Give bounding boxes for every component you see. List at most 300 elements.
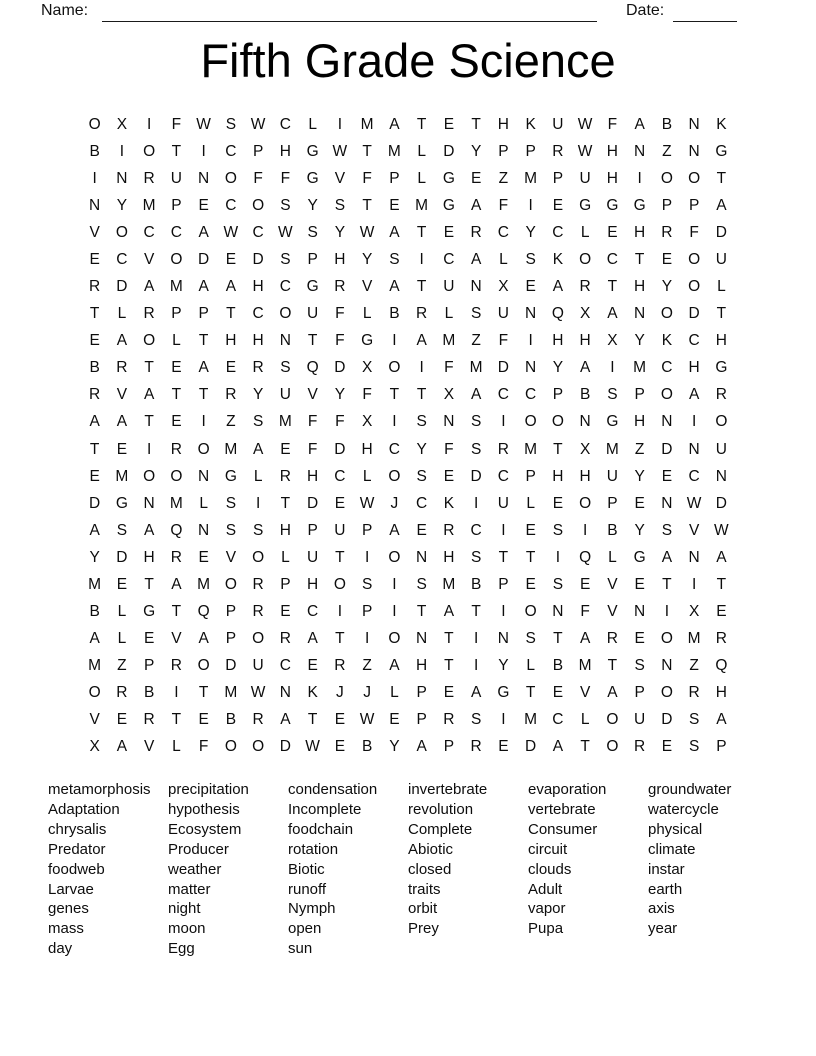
grid-letter: C — [497, 386, 509, 404]
grid-letter: R — [661, 223, 673, 241]
grid-letter: H — [606, 169, 618, 187]
grid-letter: F — [253, 169, 263, 187]
grid-letter: I — [337, 115, 343, 133]
grid-letter: C — [116, 250, 128, 268]
word-item: Biotic — [288, 860, 325, 878]
grid-letter: E — [607, 223, 618, 241]
grid-letter: L — [526, 657, 535, 675]
grid-letter: A — [607, 684, 618, 702]
grid-letter: N — [688, 440, 700, 458]
grid-letter: I — [392, 575, 397, 593]
grid-letter: H — [252, 332, 264, 350]
grid-letter: L — [390, 684, 399, 702]
grid-letter: P — [443, 738, 455, 756]
grid-letter: O — [170, 467, 183, 485]
grid-letter: M — [442, 575, 456, 593]
grid-letter: O — [688, 250, 701, 268]
grid-letter: L — [362, 305, 372, 323]
grid-letter: I — [691, 413, 697, 431]
grid-letter: H — [688, 359, 700, 377]
grid-letter: S — [470, 413, 482, 431]
grid-letter: P — [280, 575, 291, 593]
grid-letter: Y — [334, 386, 346, 404]
grid-letter: F — [689, 223, 699, 241]
grid-letter: X — [361, 359, 373, 377]
grid-letter: O — [143, 142, 156, 160]
grid-letter: V — [579, 684, 591, 702]
grid-letter: O — [170, 250, 183, 268]
word-item: rotation — [288, 840, 339, 858]
grid-letter: T — [553, 630, 563, 648]
grid-letter: I — [337, 603, 343, 621]
grid-letter: A — [143, 278, 155, 296]
grid-letter: S — [470, 305, 482, 323]
grid-letter: A — [198, 278, 209, 296]
grid-letter: M — [224, 684, 238, 702]
grid-letter: W — [577, 142, 593, 160]
grid-letter: B — [607, 521, 618, 539]
grid-letter: J — [390, 494, 399, 512]
grid-letter: I — [146, 115, 152, 133]
word-item: clouds — [528, 860, 572, 878]
word-item: Adult — [528, 880, 563, 898]
grid-letter: F — [580, 603, 590, 621]
grid-letter: C — [552, 223, 564, 241]
grid-letter: X — [579, 305, 591, 323]
grid-letter: T — [171, 386, 182, 404]
grid-letter: T — [444, 630, 454, 648]
grid-letter: I — [119, 142, 125, 160]
grid-letter: O — [579, 250, 592, 268]
grid-letter: I — [473, 494, 479, 512]
grid-letter: E — [498, 738, 509, 756]
grid-letter: L — [172, 738, 181, 756]
grid-letter: G — [143, 603, 156, 621]
grid-letter: F — [444, 440, 454, 458]
word-item: chrysalis — [48, 820, 107, 838]
word-item: watercycle — [648, 800, 719, 818]
word-item: orbit — [408, 900, 438, 918]
grid-letter: H — [715, 684, 727, 702]
grid-letter: M — [524, 440, 538, 458]
grid-letter: A — [443, 603, 455, 621]
grid-letter: N — [579, 413, 591, 431]
grid-letter: S — [252, 521, 264, 539]
grid-letter: R — [170, 657, 182, 675]
grid-letter: R — [143, 305, 155, 323]
grid-letter: H — [307, 575, 319, 593]
grid-letter: I — [364, 630, 370, 648]
grid-letter: A — [116, 413, 128, 431]
grid-letter: S — [280, 196, 291, 214]
grid-letter: L — [281, 548, 290, 566]
grid-letter: P — [416, 684, 427, 702]
grid-letter: C — [252, 305, 264, 323]
grid-letter: C — [661, 359, 673, 377]
grid-letter: I — [691, 575, 697, 593]
grid-letter: O — [143, 332, 156, 350]
grid-letter: T — [198, 332, 209, 350]
grid-letter: M — [115, 467, 129, 485]
grid-letter: T — [362, 196, 372, 214]
grid-letter: I — [501, 521, 506, 539]
grid-letter: I — [637, 169, 642, 187]
grid-letter: E — [89, 332, 100, 350]
grid-letter: Y — [470, 142, 482, 160]
word-item: metamorphosis — [48, 781, 151, 798]
grid-letter: D — [497, 359, 509, 377]
grid-letter: Z — [689, 657, 699, 675]
grid-letter: D — [116, 548, 128, 566]
grid-letter: Q — [579, 548, 592, 566]
grid-letter: O — [660, 684, 673, 702]
grid-letter: R — [170, 548, 182, 566]
grid-letter: S — [552, 575, 564, 593]
grid-letter: P — [225, 603, 237, 621]
word-item: earth — [648, 880, 683, 898]
grid-letter: O — [88, 684, 101, 702]
grid-letter: A — [470, 684, 482, 702]
grid-letter: T — [171, 142, 182, 160]
grid-letter: R — [634, 738, 646, 756]
grid-letter: H — [715, 332, 727, 350]
grid-letter: P — [361, 603, 373, 621]
grid-letter: S — [280, 359, 291, 377]
grid-letter: N — [688, 142, 700, 160]
grid-letter: R — [252, 603, 264, 621]
grid-letter: R — [116, 359, 128, 377]
grid-letter: B — [89, 142, 100, 160]
grid-letter: U — [252, 657, 264, 675]
grid-letter: E — [661, 738, 673, 756]
grid-letter: H — [579, 332, 591, 350]
word-item: runoff — [288, 880, 327, 898]
grid-letter: F — [607, 115, 618, 133]
grid-letter: E — [171, 413, 182, 431]
grid-letter: E — [280, 440, 291, 458]
grid-letter: O — [224, 738, 237, 756]
grid-letter: H — [579, 467, 591, 485]
word-list-column — [288, 780, 408, 959]
grid-letter: R — [252, 575, 264, 593]
grid-letter: S — [389, 250, 400, 268]
grid-letter: E — [525, 278, 536, 296]
grid-letter: I — [392, 413, 397, 431]
grid-letter: P — [171, 196, 182, 214]
grid-letter: W — [305, 738, 320, 756]
grid-letter: I — [419, 250, 424, 268]
grid-letter: Z — [117, 657, 127, 675]
grid-letter: O — [688, 169, 701, 187]
grid-letter: A — [252, 440, 264, 458]
grid-letter: A — [389, 657, 400, 675]
grid-letter: T — [607, 278, 618, 296]
grid-letter: L — [580, 711, 590, 729]
grid-letter: M — [415, 196, 429, 214]
grid-letter: T — [416, 278, 427, 296]
grid-letter: N — [279, 684, 291, 702]
grid-letter: C — [443, 250, 455, 268]
grid-letter: I — [555, 548, 561, 566]
grid-letter: A — [389, 278, 400, 296]
word-list-column — [648, 780, 768, 939]
grid-letter: P — [171, 305, 182, 323]
grid-letter: T — [416, 603, 427, 621]
grid-letter: I — [174, 684, 179, 702]
grid-letter: T — [307, 711, 318, 729]
grid-letter: Z — [362, 657, 372, 675]
grid-letter: R — [89, 278, 101, 296]
grid-letter: P — [143, 657, 155, 675]
word-item: day — [48, 940, 73, 958]
grid-letter: T — [89, 440, 100, 458]
grid-letter: P — [525, 142, 536, 160]
grid-letter: C — [252, 223, 264, 241]
grid-letter: H — [307, 467, 319, 485]
grid-letter: E — [661, 250, 673, 268]
grid-letter: M — [360, 115, 374, 133]
grid-letter: N — [634, 142, 646, 160]
grid-letter: W — [223, 223, 239, 241]
grid-letter: K — [661, 332, 673, 350]
grid-letter: L — [117, 305, 127, 323]
grid-letter: F — [498, 196, 509, 214]
grid-letter: A — [470, 386, 482, 404]
grid-letter: B — [470, 575, 482, 593]
grid-letter: O — [660, 169, 673, 187]
grid-letter: M — [278, 413, 292, 431]
grid-letter: E — [552, 684, 564, 702]
grid-letter: T — [471, 603, 481, 621]
grid-letter: H — [361, 440, 373, 458]
grid-letter: E — [89, 467, 100, 485]
grid-letter: T — [416, 115, 427, 133]
grid-letter: E — [171, 359, 182, 377]
grid-letter: T — [171, 603, 182, 621]
grid-letter: X — [443, 386, 455, 404]
grid-letter: O — [715, 413, 728, 431]
grid-letter: I — [255, 494, 261, 512]
word-item: Ecosystem — [168, 820, 242, 838]
grid-letter: G — [306, 169, 319, 187]
grid-letter: L — [417, 142, 426, 160]
grid-letter: D — [688, 305, 700, 323]
grid-letter: I — [528, 196, 533, 214]
grid-letter: P — [198, 305, 209, 323]
grid-letter: D — [661, 711, 673, 729]
grid-letter: S — [416, 413, 427, 431]
grid-letter: N — [715, 467, 727, 485]
grid-letter: I — [419, 359, 424, 377]
grid-letter: V — [143, 250, 155, 268]
grid-letter: E — [198, 196, 209, 214]
grid-letter: S — [470, 440, 482, 458]
grid-letter: E — [334, 711, 346, 729]
word-item: circuit — [528, 840, 568, 858]
grid-letter: A — [116, 738, 128, 756]
grid-letter: C — [497, 223, 509, 241]
grid-letter: E — [634, 630, 645, 648]
grid-letter: R — [170, 440, 182, 458]
grid-letter: E — [661, 467, 673, 485]
grid-letter: O — [252, 548, 265, 566]
grid-letter: O — [143, 467, 156, 485]
grid-letter: L — [308, 115, 317, 133]
grid-letter: F — [307, 440, 318, 458]
grid-letter: O — [197, 657, 210, 675]
word-item: traits — [408, 880, 441, 898]
grid-letter: Y — [416, 440, 427, 458]
grid-letter: E — [334, 738, 346, 756]
grid-letter: F — [307, 413, 318, 431]
grid-letter: H — [416, 657, 428, 675]
grid-letter: L — [499, 250, 508, 268]
grid-letter: A — [579, 359, 591, 377]
grid-letter: F — [171, 115, 182, 133]
grid-letter: R — [143, 169, 155, 187]
grid-letter: M — [524, 711, 538, 729]
grid-letter: I — [501, 711, 506, 729]
date-blank-line — [673, 1, 737, 22]
grid-letter: X — [688, 603, 700, 621]
grid-letter: T — [444, 657, 454, 675]
grid-letter: S — [361, 575, 373, 593]
grid-letter: V — [361, 278, 373, 296]
grid-letter: O — [660, 630, 673, 648]
grid-letter: M — [169, 494, 183, 512]
grid-letter: F — [280, 169, 291, 187]
grid-letter: W — [714, 521, 729, 539]
grid-letter: O — [224, 575, 237, 593]
grid-letter: A — [143, 521, 155, 539]
grid-letter: C — [416, 494, 428, 512]
grid-letter: L — [444, 305, 454, 323]
grid-letter: A — [389, 521, 400, 539]
grid-letter: G — [442, 169, 455, 187]
grid-letter: N — [525, 305, 537, 323]
grid-letter: A — [307, 630, 318, 648]
grid-letter: S — [634, 657, 645, 675]
grid-letter: E — [225, 359, 237, 377]
grid-letter: W — [250, 115, 266, 133]
grid-letter: V — [307, 386, 318, 404]
grid-letter: G — [579, 196, 592, 214]
grid-letter: Y — [634, 521, 645, 539]
grid-letter: M — [633, 359, 647, 377]
grid-letter: R — [252, 711, 264, 729]
grid-letter: M — [605, 440, 619, 458]
grid-letter: I — [364, 548, 370, 566]
grid-letter: M — [578, 657, 592, 675]
grid-letter: P — [525, 467, 536, 485]
word-item: foodchain — [288, 820, 354, 838]
grid-letter: H — [143, 548, 155, 566]
grid-letter: L — [526, 494, 535, 512]
word-item: groundwater — [648, 781, 732, 798]
grid-letter: T — [498, 548, 509, 566]
word-item: Egg — [168, 940, 195, 958]
grid-letter: D — [89, 494, 101, 512]
grid-letter: G — [361, 332, 374, 350]
word-item: revolution — [408, 800, 474, 818]
grid-letter: S — [116, 521, 128, 539]
grid-letter: O — [524, 603, 537, 621]
grid-letter: R — [715, 386, 727, 404]
grid-letter: G — [306, 142, 319, 160]
grid-letter: Y — [634, 332, 645, 350]
grid-letter: V — [607, 575, 618, 593]
grid-letter: A — [634, 115, 645, 133]
grid-letter: H — [334, 250, 346, 268]
grid-letter: F — [498, 332, 509, 350]
grid-letter: C — [334, 467, 346, 485]
grid-letter: G — [306, 278, 319, 296]
grid-letter: U — [715, 440, 727, 458]
grid-letter: T — [144, 413, 154, 431]
grid-letter: O — [252, 196, 265, 214]
grid-letter: I — [501, 603, 506, 621]
grid-letter: P — [552, 169, 564, 187]
grid-letter: A — [716, 711, 727, 729]
grid-letter: Y — [89, 548, 100, 566]
grid-letter: S — [252, 413, 264, 431]
grid-letter: Z — [498, 169, 509, 187]
grid-letter: H — [552, 467, 564, 485]
grid-letter: A — [579, 630, 591, 648]
grid-letter: I — [473, 630, 479, 648]
word-item: invertebrate — [408, 781, 488, 798]
grid-letter: L — [117, 630, 127, 648]
grid-letter: E — [716, 603, 727, 621]
grid-letter: U — [307, 548, 319, 566]
grid-letter: I — [473, 657, 479, 675]
grid-letter: N — [116, 169, 128, 187]
grid-letter: W — [359, 494, 375, 512]
grid-letter: O — [252, 738, 265, 756]
grid-letter: R — [334, 657, 346, 675]
grid-letter: P — [498, 142, 509, 160]
word-item: open — [288, 920, 322, 938]
grid-letter: H — [252, 278, 264, 296]
word-item: climate — [648, 840, 696, 858]
grid-letter: O — [388, 548, 401, 566]
grid-letter: Y — [634, 467, 645, 485]
grid-letter: E — [443, 684, 455, 702]
grid-letter: Y — [252, 386, 264, 404]
grid-letter: D — [252, 250, 264, 268]
grid-letter: N — [525, 359, 537, 377]
grid-letter: M — [88, 657, 102, 675]
grid-letter: T — [171, 711, 182, 729]
grid-letter: M — [197, 575, 211, 593]
grid-letter: P — [688, 196, 700, 214]
grid-letter: I — [201, 413, 206, 431]
grid-letter: O — [688, 278, 701, 296]
grid-letter: P — [661, 196, 673, 214]
grid-letter: E — [470, 169, 482, 187]
grid-letter: M — [169, 278, 183, 296]
grid-letter: W — [577, 115, 593, 133]
grid-letter: R — [279, 630, 291, 648]
grid-letter: E — [198, 711, 209, 729]
grid-letter: H — [279, 142, 291, 160]
grid-letter: H — [634, 413, 646, 431]
grid-letter: B — [579, 386, 591, 404]
grid-letter: A — [688, 386, 700, 404]
grid-letter: R — [715, 630, 727, 648]
grid-letter: C — [143, 223, 155, 241]
grid-letter: B — [552, 657, 564, 675]
